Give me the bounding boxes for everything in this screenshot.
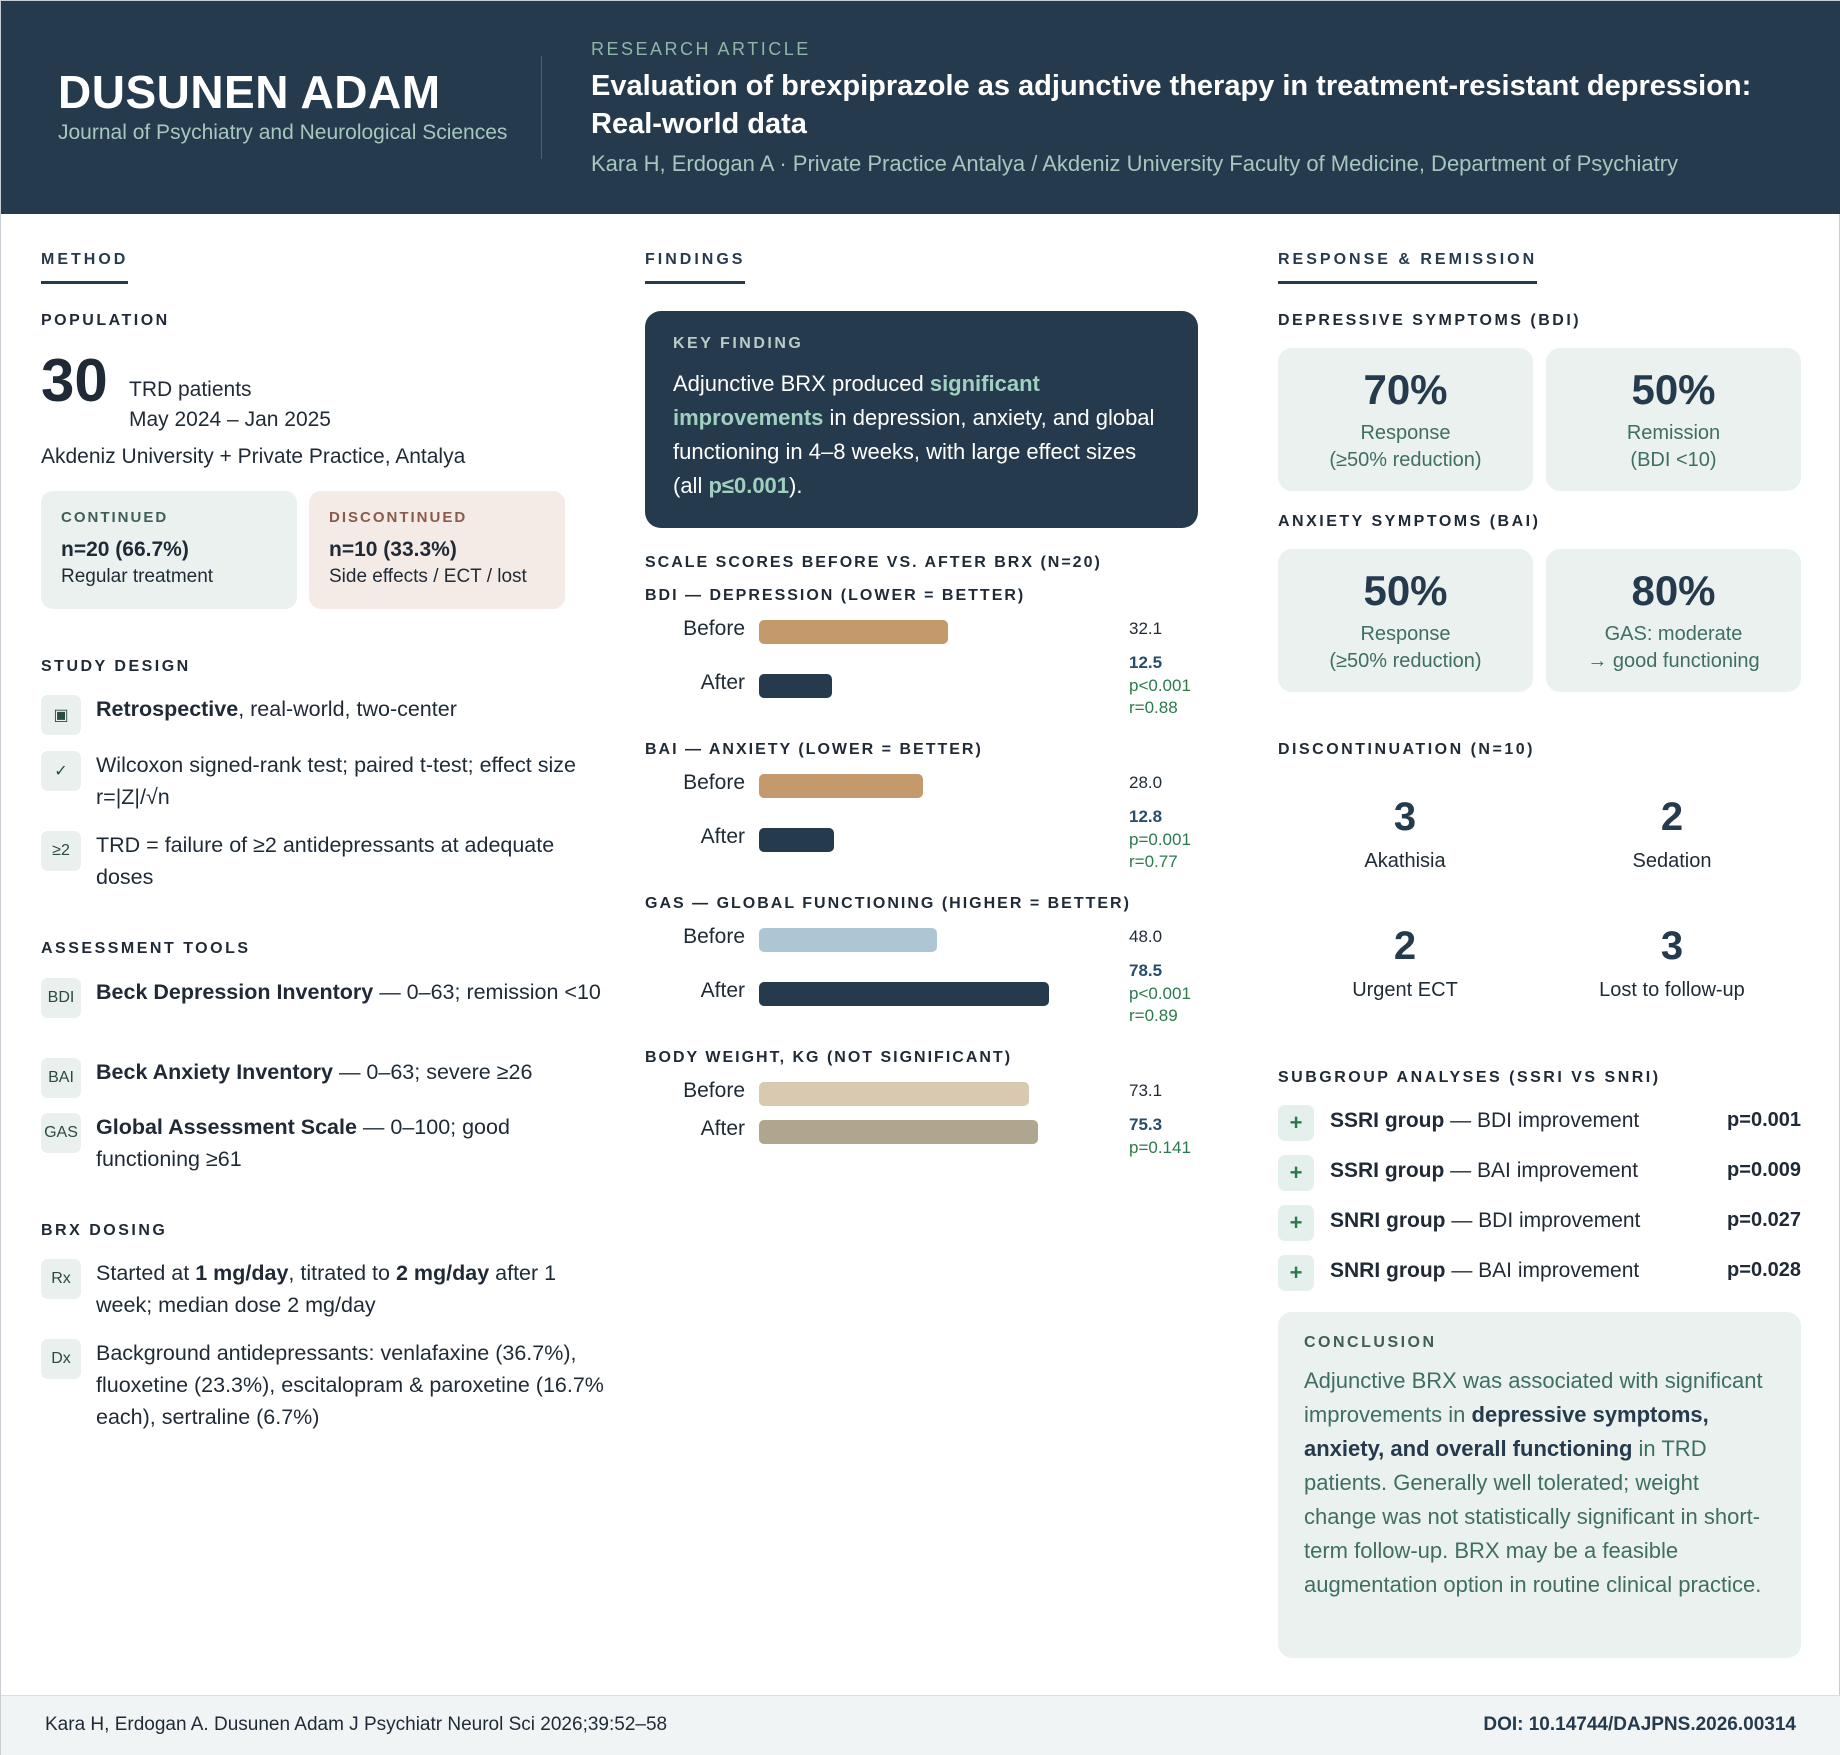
subgroup-pvalue: p=0.001: [1727, 1109, 1801, 1131]
subgroup-row: [1278, 1155, 1801, 1195]
population-label: POPULATION: [41, 312, 170, 329]
bar-after: [759, 1120, 1038, 1144]
tool-detail: — 0–100; good functioning ≥61: [96, 1115, 510, 1171]
key-finding-label: KEY FINDING: [673, 335, 804, 352]
tool-name: Global Assessment Scale: [96, 1115, 357, 1139]
key-finding-text: in depression, anxiety, and global functioning in 4–8 weeks, with large effect sizes (all: [673, 405, 1155, 498]
chart-group-title: GAS — GLOBAL FUNCTIONING (HIGHER = BETTER): [645, 895, 1131, 912]
dosing-text: , titrated to: [288, 1261, 396, 1285]
bar-label-after: After: [700, 671, 745, 694]
disc-reason: Urgent ECT: [1352, 979, 1458, 1001]
subgroup-measure: — BDI improvement: [1444, 1109, 1640, 1132]
conclusion-highlight: depressive symptoms, anxiety, and overall functioning: [1304, 1402, 1709, 1461]
bdi-response-card: [1278, 348, 1533, 491]
population-desc: TRD patients: [129, 378, 252, 401]
disc-reason: Akathisia: [1364, 850, 1446, 872]
discontinued-card: [309, 491, 565, 609]
subgroup-row: [1278, 1105, 1801, 1145]
subgroup-name: SNRI group: [1330, 1259, 1446, 1282]
chart-title: SCALE SCORES BEFORE VS. AFTER BRX (N=20): [645, 554, 1102, 571]
rx-badge: Rx: [41, 1259, 81, 1299]
stat-value: 70%: [1363, 366, 1448, 413]
continued-count: n=20 (66.7%): [61, 538, 189, 561]
disc-count: 2: [1393, 924, 1417, 968]
data-label-after: 75.3: [1129, 1115, 1163, 1134]
plus-icon: +: [1278, 1155, 1314, 1191]
start-dose: 1 mg/day: [195, 1261, 289, 1285]
response-heading: RESPONSE & REMISSION: [1278, 251, 1537, 284]
chart-group-title: BAI — ANXIETY (LOWER = BETTER): [645, 741, 983, 758]
design-type: Retrospective: [96, 697, 239, 721]
subgroup-pvalue: p=0.027: [1727, 1209, 1801, 1231]
header-banner: [1, 1, 1840, 214]
conclusion-label: CONCLUSION: [1304, 1334, 1437, 1351]
method-heading: METHOD: [41, 251, 128, 284]
trd-badge: ≥2: [41, 831, 81, 871]
data-label-before: 28.0: [1129, 773, 1163, 792]
plus-icon: +: [1278, 1205, 1314, 1241]
bai-response-card: [1278, 549, 1533, 692]
stat-sublabel: → good functioning: [1587, 650, 1760, 672]
discontinued-label: DISCONTINUED: [329, 509, 468, 526]
tool-name: Beck Anxiety Inventory: [96, 1060, 333, 1084]
check-icon: ✓: [41, 751, 81, 791]
stat-value: 80%: [1631, 567, 1716, 614]
stat-sublabel: (≥50% reduction): [1329, 650, 1482, 672]
footer-citation: Kara H, Erdogan A. Dusunen Adam J Psychiatr Neurol Sci 2026;39:52–58: [45, 1714, 668, 1735]
plus-icon: +: [1278, 1255, 1314, 1291]
bar-before: [759, 620, 948, 644]
bar-after: [759, 828, 834, 852]
subgroup-label: SUBGROUP ANALYSES (SSRI VS SNRI): [1278, 1069, 1661, 1086]
disc-count: 3: [1393, 795, 1417, 839]
chart-group-title: BDI — DEPRESSION (LOWER = BETTER): [645, 587, 1026, 604]
stat-label: GAS: moderate: [1604, 623, 1743, 645]
subgroup-measure: — BAI improvement: [1444, 1159, 1639, 1182]
stat-sublabel: (≥50% reduction): [1329, 449, 1482, 471]
stat-label: r=0.77: [1129, 852, 1178, 871]
data-label-after: 78.5: [1129, 961, 1163, 980]
chart-group-title: BODY WEIGHT, KG (NOT SIGNIFICANT): [645, 1049, 1013, 1066]
key-finding-highlight: significant improvements: [673, 371, 1040, 430]
bdi-remission-card: [1546, 348, 1801, 491]
bdi-section-label: DEPRESSIVE SYMPTOMS (BDI): [1278, 312, 1582, 329]
discontinued-desc: Side effects / ECT / lost: [329, 566, 527, 587]
bar-label-after: After: [700, 979, 745, 1002]
bar-after: [759, 674, 832, 698]
target-dose: 2 mg/day: [395, 1261, 490, 1285]
continued-label: CONTINUED: [61, 509, 169, 526]
findings-heading: FINDINGS: [645, 251, 745, 284]
subgroup-name: SNRI group: [1330, 1209, 1446, 1232]
subgroup-measure: — BAI improvement: [1445, 1259, 1640, 1282]
stat-label: p=0.141: [1129, 1138, 1191, 1157]
discontinued-count: n=10 (33.3%): [329, 538, 457, 561]
bar-label-before: Before: [683, 925, 745, 948]
header-divider: [541, 56, 542, 159]
data-label-before: 48.0: [1129, 927, 1163, 946]
bar-after: [759, 982, 1049, 1006]
discontinuation-label: DISCONTINUATION (N=10): [1278, 741, 1535, 758]
bar-label-after: After: [700, 825, 745, 848]
bar-before: [759, 1082, 1029, 1106]
conclusion-text: Adjunctive BRX was associated with significant improvements in: [1304, 1368, 1763, 1427]
footer-doi: DOI: 10.14744/DAJPNS.2026.00314: [1483, 1714, 1796, 1735]
bdi-badge: BDI: [41, 978, 81, 1018]
key-finding-card: [645, 311, 1198, 528]
square-icon: ▣: [41, 695, 81, 735]
data-label-after: 12.8: [1129, 807, 1163, 826]
design-detail: , real-world, two-center: [238, 697, 457, 721]
data-label-after: 12.5: [1129, 653, 1163, 672]
population-count: 30: [41, 347, 108, 414]
stat-label: Response: [1360, 623, 1451, 645]
stat-label: p<0.001: [1129, 984, 1191, 1003]
assessment-label: ASSESSMENT TOOLS: [41, 940, 251, 957]
bai-section-label: ANXIETY SYMPTOMS (BAI): [1278, 513, 1541, 530]
dosing-text: Started at: [96, 1261, 196, 1285]
conclusion-text: in TRD patients. Generally well tolerated; weight change was not statistically significant in short-term follow-up. BRX may be a feasible augmentation option in routine clinical practice.: [1304, 1436, 1762, 1597]
stat-value: 50%: [1631, 366, 1716, 413]
subgroup-row: [1278, 1255, 1801, 1295]
continued-desc: Regular treatment: [61, 566, 214, 587]
key-finding-text: Adjunctive BRX produced: [673, 371, 930, 396]
subgroup-name: SSRI group: [1330, 1159, 1445, 1182]
bar-label-before: Before: [683, 1079, 745, 1102]
stat-sublabel: (BDI <10): [1630, 449, 1717, 471]
dosing-label: BRX DOSING: [41, 1222, 168, 1239]
subgroup-row: [1278, 1205, 1801, 1245]
dosing-text: after 1 week; median dose 2 mg/day: [96, 1261, 557, 1317]
article-title: Evaluation of brexpiprazole as adjunctive therapy in treatment-resistant depression: Real-world data: [591, 70, 1752, 140]
key-finding-text: ).: [789, 473, 803, 498]
population-period: May 2024 – Jan 2025: [129, 408, 331, 431]
bar-label-before: Before: [683, 617, 745, 640]
tool-detail: — 0–63; remission <10: [373, 980, 601, 1004]
bai-badge: BAI: [41, 1058, 81, 1098]
bar-before: [759, 774, 923, 798]
key-finding-pvalue: p≤0.001: [708, 473, 790, 498]
stat-label: Response: [1360, 422, 1451, 444]
study-design-label: STUDY DESIGN: [41, 658, 191, 675]
plus-icon: +: [1278, 1105, 1314, 1141]
stat-label: p<0.001: [1129, 676, 1191, 695]
data-label-before: 73.1: [1129, 1081, 1163, 1100]
stat-label: p=0.001: [1129, 830, 1191, 849]
continued-card: [41, 491, 297, 609]
conclusion-card: [1278, 1312, 1801, 1658]
bar-before: [759, 928, 937, 952]
journal-name: DUSUNEN ADAM: [58, 66, 441, 118]
stat-label: Remission: [1626, 422, 1721, 444]
tool-name: Beck Depression Inventory: [96, 980, 374, 1004]
dx-badge: Dx: [41, 1339, 81, 1379]
gas-card: [1546, 549, 1801, 692]
stat-label: r=0.89: [1129, 1006, 1178, 1025]
disc-reason: Sedation: [1632, 850, 1712, 872]
tool-detail: — 0–63; severe ≥26: [332, 1060, 533, 1084]
subgroup-pvalue: p=0.028: [1727, 1259, 1801, 1281]
disc-count: 3: [1660, 924, 1684, 968]
trd-definition: TRD = failure of ≥2 antidepressants at adequate doses: [96, 833, 555, 889]
subgroup-measure: — BDI improvement: [1445, 1209, 1641, 1232]
disc-reason: Lost to follow-up: [1599, 979, 1745, 1001]
bar-label-before: Before: [683, 771, 745, 794]
footer: [1, 1695, 1840, 1755]
design-stats: Wilcoxon signed-rank test; paired t-test; effect size r=|Z|/√n: [96, 753, 576, 809]
subgroup-name: SSRI group: [1330, 1109, 1445, 1132]
stat-value: 50%: [1363, 567, 1448, 614]
background-antidepressants: Background antidepressants: venlafaxine (36.7%), fluoxetine (23.3%), escitalopram & paroxetine (16.7% each), sertraline (6.7%): [96, 1341, 604, 1429]
subgroup-pvalue: p=0.009: [1727, 1159, 1801, 1181]
population-site: Akdeniz University + Private Practice, Antalya: [41, 445, 466, 468]
article-type: RESEARCH ARTICLE: [591, 39, 811, 59]
article-authors: Kara H, Erdogan A · Private Practice Antalya / Akdeniz University Faculty of Medicine, Department of Psychiatry: [591, 151, 1679, 176]
stat-label: r=0.88: [1129, 698, 1178, 717]
disc-count: 2: [1660, 795, 1684, 839]
bar-label-after: After: [700, 1117, 745, 1140]
journal-subtitle: Journal of Psychiatry and Neurological Sciences: [58, 121, 508, 144]
gas-badge: GAS: [41, 1113, 81, 1153]
data-label-before: 32.1: [1129, 619, 1163, 638]
